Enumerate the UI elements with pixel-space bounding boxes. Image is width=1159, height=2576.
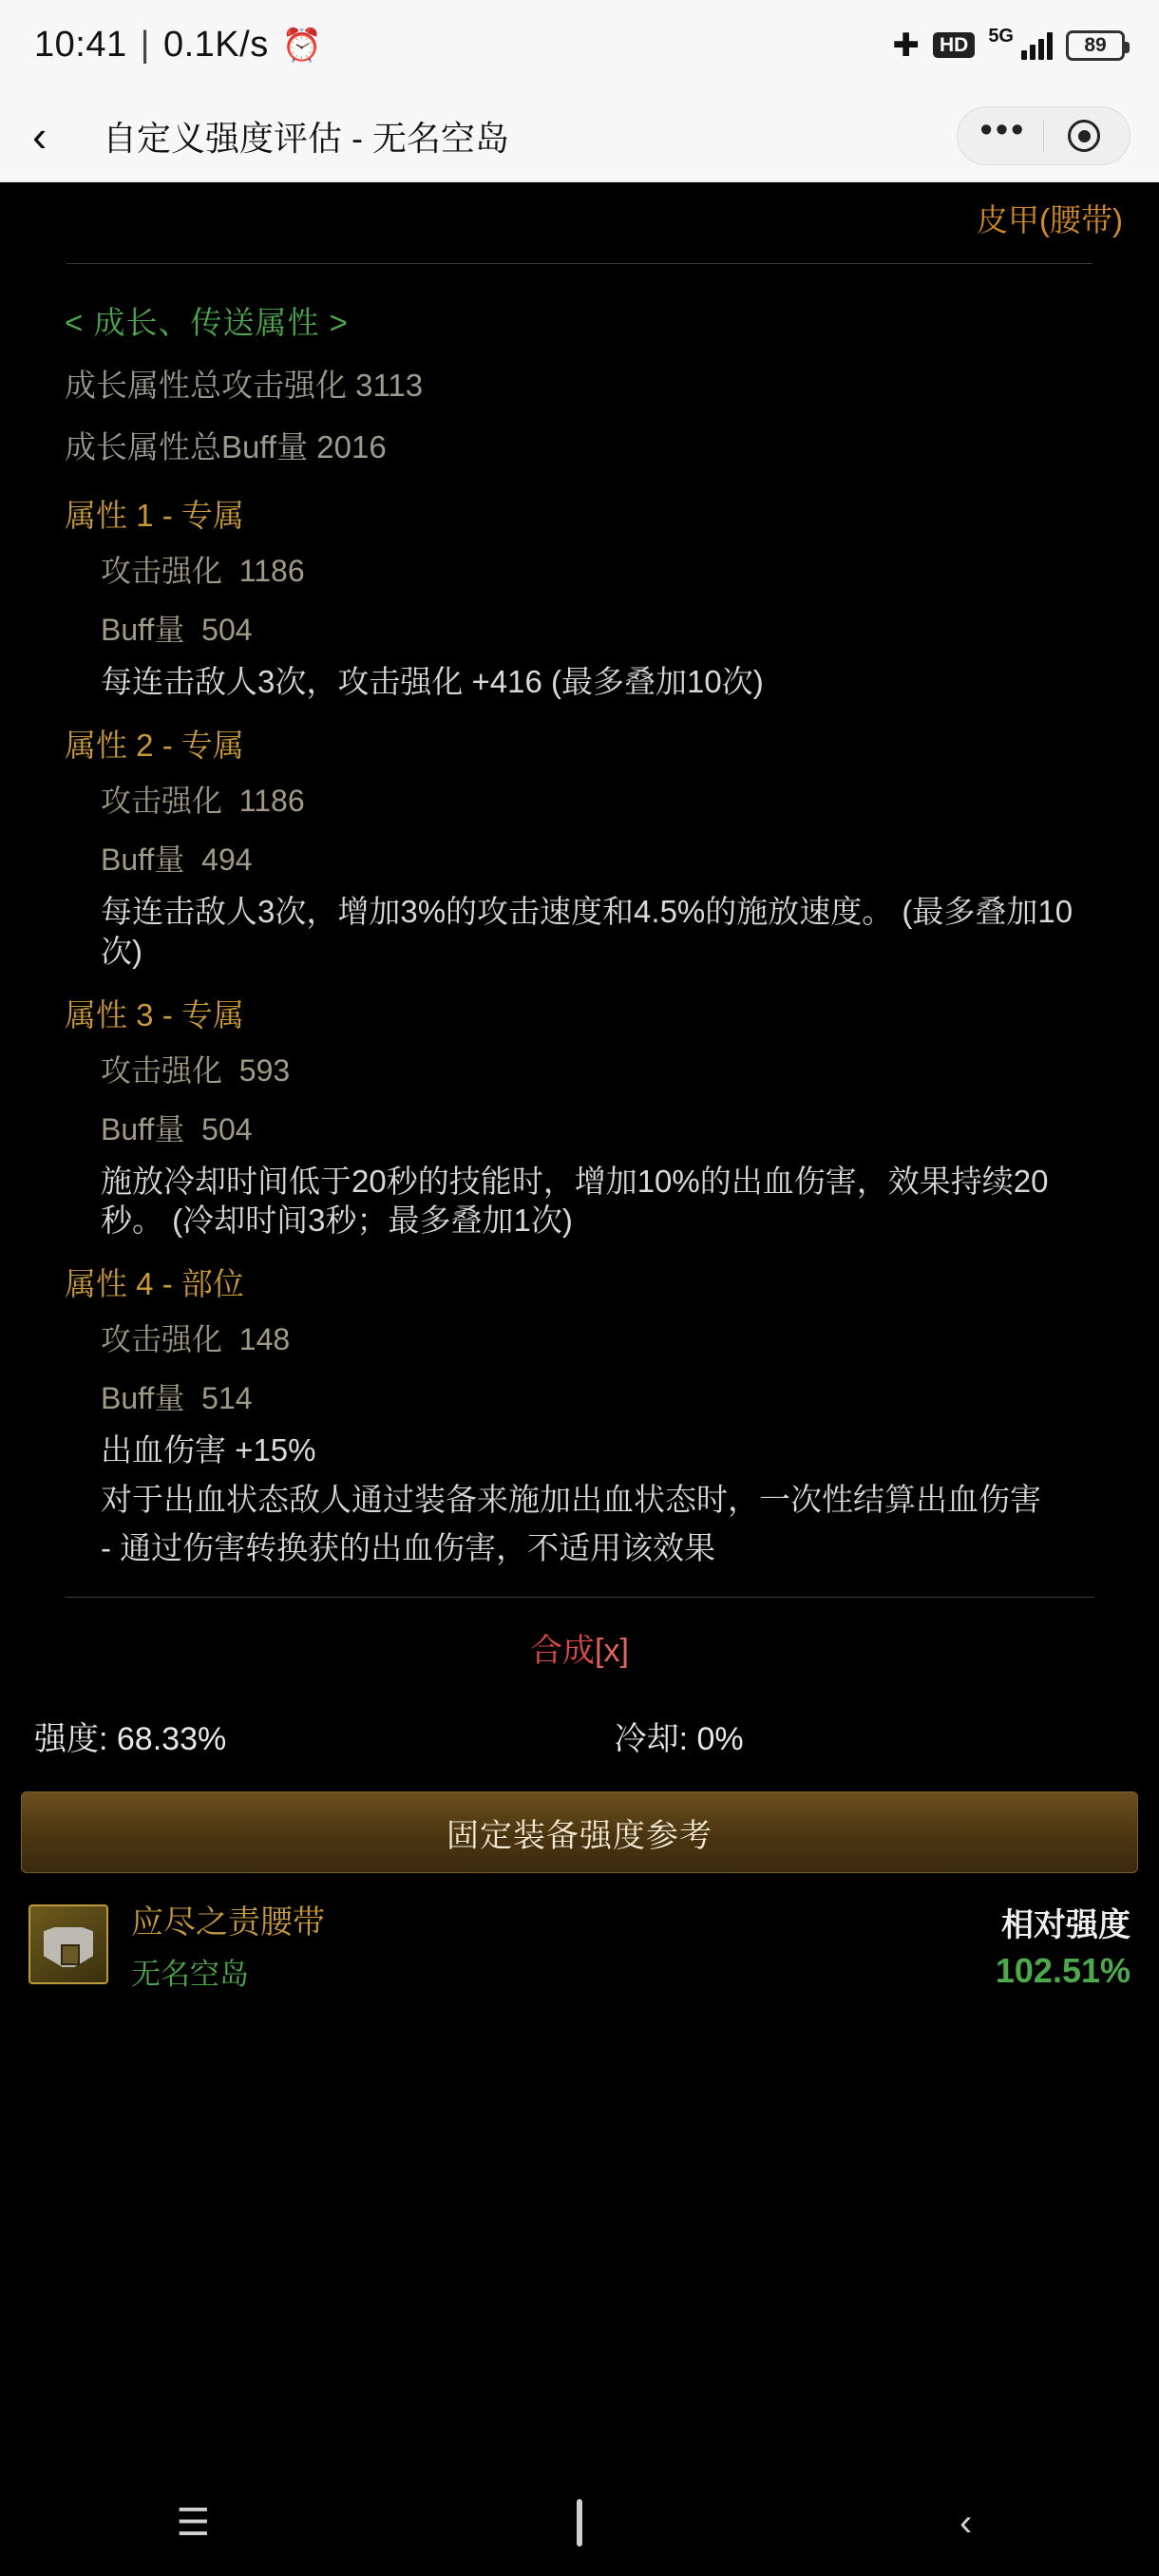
attack-value: 148 — [238, 1322, 291, 1357]
attribute-block — [65, 1244, 1094, 1572]
hd-badge: HD — [933, 32, 975, 58]
attribute-description: 每连击敌人3次，增加3%的攻击速度和4.5%的施放速度。 (最多叠加10次) — [101, 894, 1074, 969]
attribute-heading: 属性 2 - 专属 — [65, 728, 244, 764]
attribute-description: 对于出血状态敌人通过装备来施加出血状态时，一次性结算出血伤害 — [101, 1481, 1041, 1517]
buff-label: Buff量 — [101, 1111, 185, 1146]
synthesis-label: 合成 — [530, 1633, 596, 1669]
status-network-speed: 0.1K/s — [162, 25, 269, 65]
back-chevron-icon[interactable]: ‹ — [32, 111, 48, 161]
attribute-description: - 通过伤害转换获的出血伤害，不适用该效果 — [101, 1529, 716, 1565]
back-chevron-icon[interactable]: ‹ — [959, 2501, 973, 2544]
synthesis-link[interactable] — [0, 1598, 1159, 1695]
signal-bars-icon — [1021, 31, 1053, 60]
status-time: 10:41 — [34, 25, 127, 65]
battery-percent-label: 89 — [1084, 33, 1107, 56]
attribute-block — [65, 706, 1094, 975]
reference-item-name: 应尽之责腰带 — [131, 1904, 325, 1941]
section-title: < 成长、传送属性 > — [65, 305, 349, 340]
buff-value: 514 — [201, 1381, 253, 1416]
status-bar — [0, 0, 1159, 90]
mini-program-capsule — [957, 106, 1130, 165]
buff-label: Buff量 — [101, 1381, 185, 1416]
total-buff-line: 成长属性总Buff量 2016 — [65, 429, 387, 464]
home-square-icon[interactable] — [389, 2502, 771, 2545]
buff-label: Buff量 — [101, 843, 185, 878]
buff-value: 504 — [201, 613, 253, 647]
relative-strength-block — [996, 1899, 1130, 1991]
bluetooth-icon: ✚ — [892, 27, 920, 64]
attribute-attack — [65, 540, 1094, 598]
buff-label: Buff量 — [101, 613, 185, 647]
attribute-heading: 属性 4 - 部位 — [65, 1266, 244, 1302]
alarm-clock-icon: ⏰ — [281, 27, 323, 64]
status-separator: | — [140, 25, 150, 65]
fixed-equipment-reference-button[interactable]: 固定装备强度参考 — [21, 1791, 1138, 1873]
reference-item-source: 无名空岛 — [131, 1958, 249, 1991]
more-dots-icon[interactable]: ••• — [979, 110, 1027, 150]
cooldown-value: 冷却: 0% — [614, 1721, 744, 1757]
battery-indicator — [1066, 30, 1125, 61]
status-bar-left — [34, 25, 323, 66]
reference-item-text — [131, 1896, 996, 1993]
reference-item-row[interactable] — [0, 1873, 1159, 1993]
app-header — [0, 90, 1159, 182]
attack-label: 攻击强化 — [101, 784, 223, 819]
attribute-description: 每连击敌人3次，攻击强化 +416 (最多叠加10次) — [101, 664, 764, 699]
belt-item-icon — [28, 1904, 108, 1984]
relative-strength-label: 相对强度 — [1001, 1906, 1130, 1943]
attribute-block — [65, 975, 1094, 1245]
target-circle-icon[interactable] — [1044, 120, 1124, 152]
attack-label: 攻击强化 — [101, 1052, 223, 1088]
attribute-description: 施放冷却时间低于20秒的技能时，增加10%的出血伤害，效果持续20秒。 (冷却时间3秒；最多叠加1次) — [101, 1163, 1049, 1238]
attribute-attack — [65, 1308, 1094, 1367]
attack-value: 1186 — [238, 784, 305, 819]
armor-slot-label: 皮甲(腰带) — [977, 202, 1123, 237]
growth-section — [0, 264, 1159, 1572]
attribute-attack — [65, 769, 1094, 828]
network-type-label: 5G — [988, 25, 1014, 47]
attribute-block — [65, 476, 1094, 706]
buff-value: 494 — [201, 843, 253, 878]
attribute-heading: 属性 3 - 专属 — [65, 996, 244, 1032]
attribute-buff — [65, 828, 1094, 887]
attribute-heading: 属性 1 - 专属 — [65, 498, 244, 533]
attribute-buff — [65, 1367, 1094, 1426]
menu-icon[interactable]: ☰ — [176, 2502, 211, 2544]
total-attack-line: 成长属性总攻击强化 3113 — [65, 368, 424, 403]
page-title: 自定义强度评估 - 无名空岛 — [103, 118, 509, 158]
attribute-buff — [65, 598, 1094, 657]
system-nav-bar — [0, 2470, 1159, 2576]
relative-strength-value: 102.51% — [995, 1950, 1130, 1990]
attribute-attack — [65, 1039, 1094, 1098]
attack-label: 攻击强化 — [101, 1322, 223, 1357]
synthesis-bracket: [x] — [595, 1633, 629, 1669]
strength-value: 强度: 68.33% — [34, 1721, 227, 1757]
stats-row — [0, 1695, 1159, 1784]
attack-value: 1186 — [238, 554, 305, 588]
buff-value: 504 — [201, 1111, 253, 1146]
attack-label: 攻击强化 — [101, 554, 223, 588]
attribute-description: 出血伤害 +15% — [101, 1432, 316, 1468]
main-content — [0, 182, 1159, 1993]
attribute-buff — [65, 1098, 1094, 1157]
attack-value: 593 — [238, 1052, 291, 1088]
status-bar-right — [892, 27, 1125, 65]
